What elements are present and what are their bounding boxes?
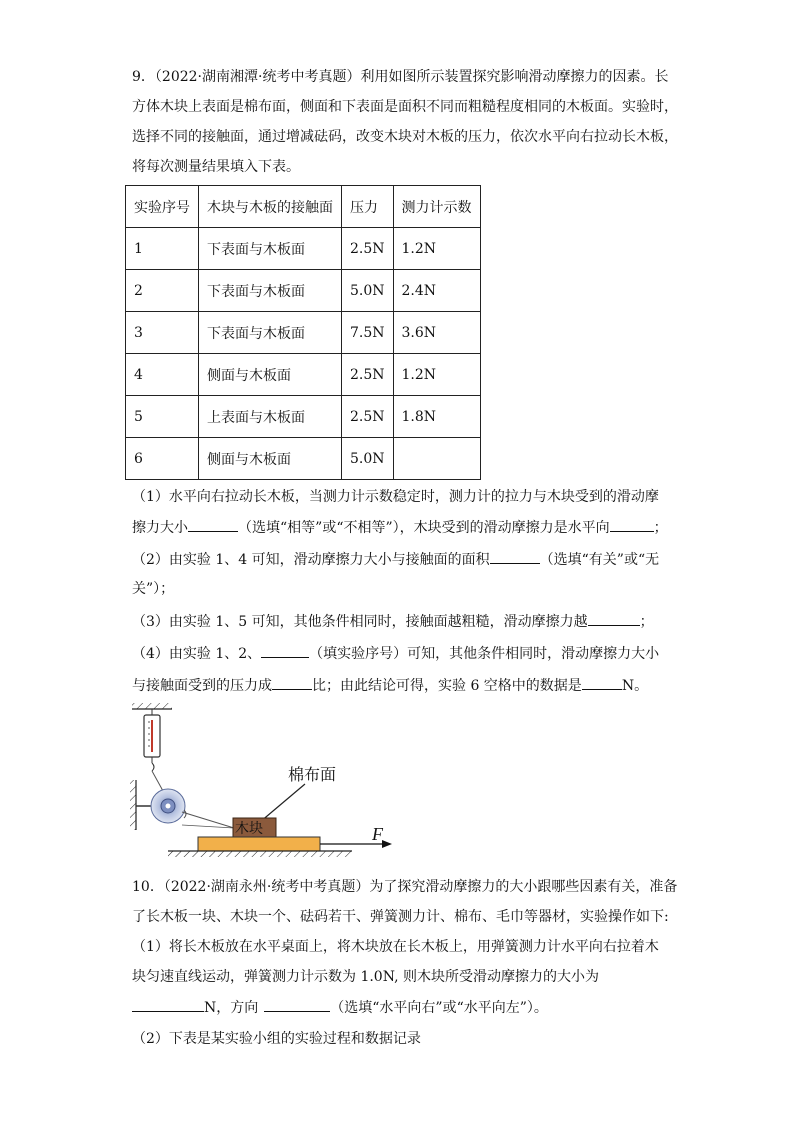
wall xyxy=(130,780,136,830)
q9-part2-text-a1: （2）由实验 1、4 可知，滑动摩擦力大小与接触面的面积 xyxy=(132,552,490,568)
q9-part1-text-b3: ； xyxy=(653,520,668,536)
table-cell: 5.0N xyxy=(342,438,394,480)
table-row xyxy=(126,312,481,354)
q9-part1-line2 xyxy=(132,517,668,538)
table-row xyxy=(126,354,481,396)
table-cell: 3 xyxy=(126,312,199,354)
q10-intro-text2: 了长木板一块、木块一个、砝码若干、弹簧测力计、棉布、毛巾等器材，实验操作如下: xyxy=(132,909,669,925)
q9-number: 9． xyxy=(132,69,155,85)
q9-part4-text-b3: N。 xyxy=(621,678,649,694)
table-cell: 2.5N xyxy=(342,396,394,438)
q9-intro-line4 xyxy=(132,157,300,177)
q9-source: （2022·湖南湘潭·统考中考真题） xyxy=(154,69,361,85)
ground xyxy=(168,851,352,857)
answer-blank[interactable] xyxy=(610,517,654,532)
q9-part4-text-b2: 比；由此结论可得，实验 6 空格中的数据是 xyxy=(312,678,582,694)
q9-part1-text-a: （1）水平向右拉动长木板，当测力计示数稳定时，测力计的拉力与木块受到的滑动摩 xyxy=(132,489,659,505)
block-label: 木块 xyxy=(235,820,263,836)
table-cell: 下表面与木板面 xyxy=(199,228,342,270)
q9-part4-text-a1: （4）由实验 1、2、 xyxy=(132,646,262,662)
table-cell: 4 xyxy=(126,354,199,396)
q9-intro-line2 xyxy=(132,97,678,117)
q9-intro-text3: 选择不同的接触面，通过增减砝码，改变木块对木板的压力，依次水平向右拉动长木板， xyxy=(132,129,678,145)
q10-intro-line2 xyxy=(132,907,669,927)
table-header-cell: 压力 xyxy=(342,186,394,228)
q9-part1-line1 xyxy=(132,487,659,507)
table-cell xyxy=(393,438,480,480)
q9-data-table xyxy=(125,185,481,480)
q9-intro-text1: 利用如图所示装置探究影响滑动摩擦力的因素。长 xyxy=(360,69,669,85)
table-cell: 1 xyxy=(126,228,199,270)
q10-part1-text-a: （1）将长木板放在水平桌面上，将木块放在长木板上，用弹簧测力计水平向右拉着木 xyxy=(132,939,659,955)
cotton-label: 棉布面 xyxy=(288,767,337,784)
table-cell: 6 xyxy=(126,438,199,480)
q9-part1-text-b1: 擦力大小 xyxy=(132,520,188,536)
q10-source: （2022·湖南永州·统考中考真题） xyxy=(163,879,370,895)
q10-part1-text-c1: N，方向 xyxy=(204,1000,259,1016)
table-cell: 侧面与木板面 xyxy=(199,438,342,480)
table-row xyxy=(126,396,481,438)
table-cell: 1.8N xyxy=(393,396,480,438)
ceiling-mount xyxy=(132,703,172,709)
pulley xyxy=(136,789,186,823)
table-cell: 侧面与木板面 xyxy=(199,354,342,396)
table-row xyxy=(126,438,481,480)
q9-part4-text-a2: （填实验序号）可知，其他条件相同时，滑动摩擦力大小 xyxy=(309,646,660,662)
table-cell: 2.5N xyxy=(342,354,394,396)
table-row xyxy=(126,228,481,270)
answer-blank[interactable] xyxy=(132,997,204,1012)
q10-part1-line1 xyxy=(132,937,659,957)
q9-part3-line xyxy=(132,611,654,632)
answer-blank[interactable] xyxy=(264,997,330,1012)
table-cell: 2.5N xyxy=(342,228,394,270)
q10-part1-line2 xyxy=(132,967,599,987)
q10-part1-text-c2: （选填“水平向右”或“水平向左”）。 xyxy=(330,1000,548,1016)
table-header-row xyxy=(126,186,481,228)
q9-intro-line1 xyxy=(132,67,668,87)
q10-part2-line xyxy=(132,1029,421,1049)
q9-part1-text-b2: （选填“相等”或“不相等”），木块受到的滑动摩擦力是水平向 xyxy=(238,520,610,536)
q10-number: 10． xyxy=(132,879,164,895)
answer-blank[interactable] xyxy=(188,517,238,532)
answer-blank[interactable] xyxy=(490,549,540,564)
table-header-cell: 实验序号 xyxy=(126,186,199,228)
table-cell: 下表面与木板面 xyxy=(199,312,342,354)
table-cell: 下表面与木板面 xyxy=(199,270,342,312)
experiment-figure xyxy=(120,700,400,865)
table-cell: 1.2N xyxy=(393,354,480,396)
q9-part4-text-b1: 与接触面受到的压力成 xyxy=(132,678,272,694)
q9-intro-text4: 将每次测量结果填入下表。 xyxy=(132,159,300,175)
q10-part2-text: （2）下表是某实验小组的实验过程和数据记录 xyxy=(132,1031,421,1047)
q10-part1-text-b: 块匀速直线运动，弹簧测力计示数为 1.0N, 则木块所受滑动摩擦力的大小为 xyxy=(132,969,599,985)
table-cell: 2 xyxy=(126,270,199,312)
q9-part4-line2 xyxy=(132,675,648,696)
table-cell: 7.5N xyxy=(342,312,394,354)
q9-part3-text: （3）由实验 1、5 可知，其他条件相同时，接触面越粗糙，滑动摩擦力越 xyxy=(132,614,588,630)
table-cell: 2.4N xyxy=(393,270,480,312)
answer-blank[interactable] xyxy=(272,675,312,690)
table-cell: 3.6N xyxy=(393,312,480,354)
q9-intro-text2: 方体木块上表面是棉布面，侧面和下表面是面积不同而粗糙程度相同的木板面。实验时， xyxy=(132,99,678,115)
q9-intro-line3 xyxy=(132,127,678,147)
table-cell: 上表面与木板面 xyxy=(199,396,342,438)
q9-part2-line1 xyxy=(132,549,659,570)
long-board xyxy=(198,837,320,851)
q9-part3-end: ； xyxy=(639,614,654,630)
table-row xyxy=(126,270,481,312)
q9-part2-text-b: 关”）； xyxy=(132,581,175,597)
q9-part2-line2 xyxy=(132,579,174,599)
table-header-cell: 木块与木板的接触面 xyxy=(199,186,342,228)
table-cell: 5.0N xyxy=(342,270,394,312)
answer-blank[interactable] xyxy=(582,675,622,690)
spring-scale xyxy=(144,709,160,771)
table-header-cell: 测力计示数 xyxy=(393,186,480,228)
table-cell: 5 xyxy=(126,396,199,438)
q9-part2-text-a2: （选填“有关”或“无 xyxy=(539,552,660,568)
q10-intro-line1 xyxy=(132,877,677,897)
q10-part1-line3 xyxy=(132,997,548,1018)
table-cell: 1.2N xyxy=(393,228,480,270)
answer-blank[interactable] xyxy=(588,611,640,626)
answer-blank[interactable] xyxy=(261,643,309,658)
force-label: F xyxy=(372,824,383,844)
q10-intro-text1: 为了探究滑动摩擦力的大小跟哪些因素有关，准备 xyxy=(369,879,678,895)
q9-part4-line1 xyxy=(132,643,659,664)
cotton-pointer-line xyxy=(260,784,305,822)
